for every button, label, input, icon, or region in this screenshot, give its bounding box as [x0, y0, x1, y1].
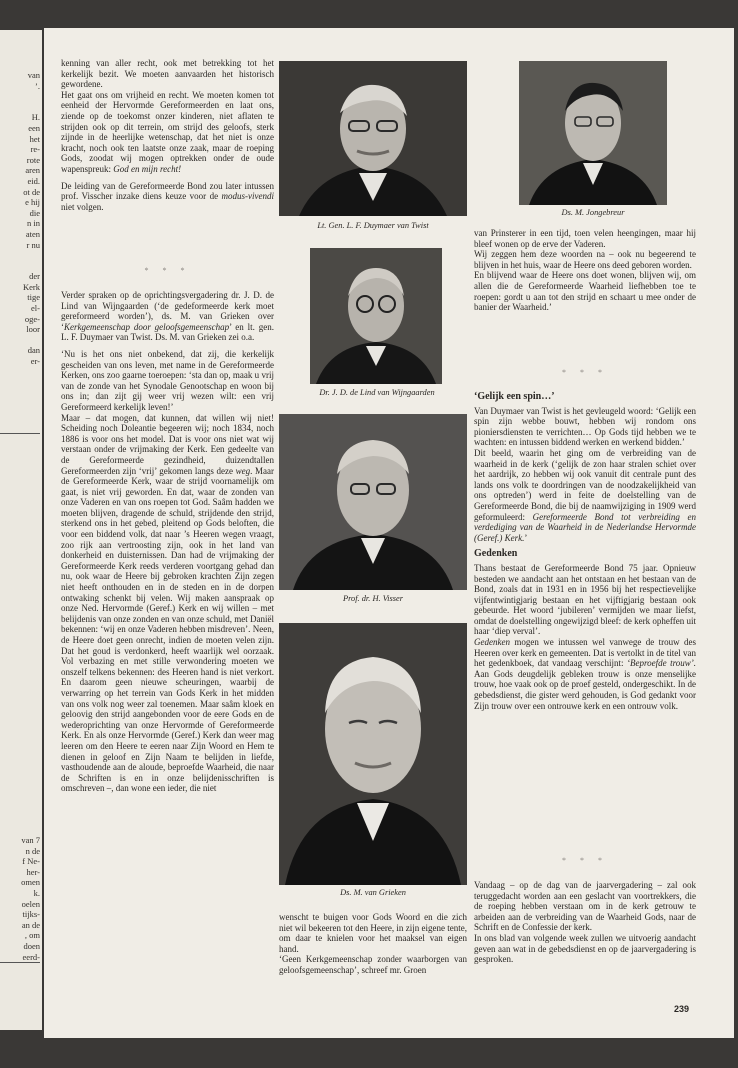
portrait-image	[279, 414, 467, 590]
fragment-line: Kerk	[23, 281, 40, 292]
paragraph: Het gaat ons om vrijheid en recht. We moeten komen tot eenheid der Hervormde Gereformeerden en laat ons, ziende op de toekomst onzer kinderen, niet aflaten te strijden ook op dit terrein, om strijd des geloofs, sterk zijnde in de heerlijke wetenschap, dat het niet is onze kracht, noch ook ten laatste onze zaak, maar de roeping Gods, zoodat wij mogen optrekken onder de oude wapenspreuk: God en mijn recht!	[61, 89, 274, 174]
fragment-line: er-	[30, 356, 40, 367]
fragment-line: doen	[23, 940, 40, 951]
fragment-line	[2, 335, 40, 346]
quote-paragraph: ‘Nu is het ons niet onbekend, dat zij, die kerkelijk gescheiden van ons leven, met name in de Gereformeerde Kerken, ons zoo gaarne toeroepen: ‘sta dan op, maak u vrij van de zonde van het Synodale Genootschap en woon bij ons in; dan zijt gij weer vrij wezen wilt: een vrij Gereformeerd kerkelijk leven!’	[61, 348, 274, 412]
paragraph: Verder spraken op de oprichtingsvergadering dr. J. D. de Lind van Wijngaarden (‘de gedeformeerde kerk moet gereformeerd worden’), ds. M. van Grieken over ‘Kerkgemeenschap door geloofsgemeenschap’ en lt. gen. L. F. Duymaer van Twist. Ds. M. van Grieken zei o.a.	[61, 290, 274, 343]
portrait-image	[279, 623, 467, 885]
article-column-3-section-spin	[474, 390, 696, 711]
portrait-photo-de-lind-van-wijngaarden	[310, 248, 442, 384]
photo-caption: Prof. dr. H. Visser	[342, 594, 404, 603]
portrait-image	[279, 61, 467, 216]
paragraph: Van Duymaer van Twist is het gevleugeld woord: ‘Gelijk een spin zijn webbe bouwt, hebben wij rondom ons pioniersdiensten te verrichten… Op Gods tijd hebben we te wachten: en intussen biddend werken en werkend bidden.’	[474, 405, 696, 448]
fragment-line: van 7	[21, 835, 40, 845]
paragraph: Vandaag – op de dag van de jaarvergadering – zal ook teruggedacht worden aan een geslacht van voortrekkers, die de roeping hebben verstaan om in de kerk getrouw te arbeiden aan de verbreiding van de Waarheid Gods, naar de Schrift en de Confessie der kerk.	[474, 880, 696, 933]
paragraph: De leiding van de Gereformeerde Bond zou later intussen prof. Visscher inzake diens keuze voor de modus-vivendi niet volgen.	[61, 180, 274, 212]
fragment-line	[2, 261, 40, 272]
fragment-line: her-	[26, 866, 40, 877]
fragment-line: eid.	[27, 175, 40, 186]
fragment-line: f Ne-	[22, 856, 40, 867]
fragment-line: ’.	[35, 80, 40, 91]
section-heading: ‘Gelijk een spin…’	[474, 391, 555, 402]
fragment-line: van	[27, 70, 40, 80]
fragment-line: n in	[27, 218, 40, 229]
previous-page-text-fragment-bottom	[2, 835, 40, 962]
paragraph: Gedenken mogen we intussen wel vanwege de trouw des Heeren over kerk en gemeenten. Dat is vertolkt in de titel van het gedenkboek, dat vandaag verschijnt: ‘Beproefde trouw’. Aan Gods deugdelijk gebleken trouw is onze menselijke trouw, hoe vaak ook op de proef gesteld, ondergeschikt. In de gebedsdienst, die gister werd gehouden, is God gedankt voor Zijn trouw over een ontrouwe kerk en een ontrouw volk.	[474, 637, 696, 711]
fragment-line: oge-	[24, 313, 40, 324]
fragment-line: oelen	[21, 898, 40, 909]
paragraph: Thans bestaat de Gereformeerde Bond 75 jaar. Opnieuw besteden we aandacht aan het ontstaan en het bestaan van de Bond, zoals dat in 1931 en in 1956 bij het respectievelijke vijfentwintigjarig bestaan en het vijftigjarig bestaan ook gebeurde. Het woord ‘jubileren’ vermijden we maar liefst, omdat de doelstelling ongewijzigd bleef: de kerk opheffen uit haar ‘diep verval’.	[474, 562, 696, 637]
article-column-1-continued	[61, 290, 274, 800]
previous-page-text-fragment-top	[2, 70, 40, 367]
paragraph: van Prinsterer in een tijd, toen velen heengingen, maar hij bleef wonen op de erve der Vaderen.	[474, 228, 696, 249]
fragment-line: n de	[25, 845, 40, 856]
article-column-3-closing	[474, 880, 696, 965]
quote-paragraph: Maar – dat mogen, dat kunnen, dat willen wij niet! Scheiding noch Doleantie begeeren wij; noch 1834, noch 1886 is voor ons het model. Dat is voor ons niet wat wij verstaan onder de vrijmaking der Kerk. Een gedeelte van de Gereformeerde gezindheid, duizendtallen Gereformeerden zijn ‘vrij’ gekomen langs deze weg. Maar de Gereformeerde Kerk, waar de strijd voornamelijk om gaat, is niet vrij geworden. En dat, waar de zonden van onze Vaderen en van ons roepen tot God. Saâm hadden we moeten blijven, dragende de schuld, strijdende den strijd, sterkend ons in het gebed, pleitend op Gods beloften, die voor een biddend volk, dat naar ’s Heeren wegen vraagt, zoo rijk aan vertroosting zijn, ook in het land van donkerheid en duisternissen. Dan had de vrijmaking der Gereformeerde Kerk reeds verderen voortgang gehad dan nu, ook waar de Heere bij gebroken krachten Zijn zegen niet heeft onthouden en in de steden en in de dorpen ontwaking schenkt bij velen. Wij maken aanspraak op onze Ned. Hervormde (Geref.) Kerk en wij willen – met belijdenis van onze zonden en van onze schuld, met Daniël bekennen: ‘wij en onze Vaderen hebben misdreven’. Neen, de Heere doet geen onrecht, indien de moeten velen zijn. Dat het goud is verdonkerd, heeft waarlijk wel oorzaak. Vol verbazing en met stille verwondering moeten we onszelf telkens bekennen: des Heeren hand is niet verkort. En daarom geen nieuwe scheuringen, waarbij de verwarring op het terrein van Gods Kerk in het midden van ons volk nog weer zal toenemen. Maar saâm kloek en geloovig den strijd aangebonden voor de eere Gods en de wederoprichting van onze Hervormde of Gereformeerde Kerk. En als onze Hervormde (Geref.) Kerk dan weer mag leeren om den Heere te eeren naar Zijn Woord en Hem te dienen in geloof en Zijn Naam te belijden in liefde, vasthoudende aan de aloude, beproefde Waarheid, die naar de Schriften is en in onze belijdenisschriften is omschreven –, dan wone een ieder, die niet	[61, 412, 274, 794]
fragment-line: , om	[24, 930, 40, 941]
divider-rule	[0, 433, 40, 434]
previous-page-edge	[0, 30, 42, 1030]
fragment-line	[2, 91, 40, 102]
article-column-1	[61, 58, 274, 218]
article-column-3	[474, 228, 696, 313]
fragment-line: een	[28, 122, 40, 133]
page-number: 239	[674, 1004, 690, 1014]
fragment-line: aren	[25, 165, 40, 176]
paragraph: ‘Geen Kerkgemeenschap zonder waarborgen van geloofsgemeenschap’, schreef mr. Groen	[279, 954, 467, 975]
portrait-photo-van-grieken	[279, 623, 467, 885]
fragment-line: ot de	[23, 186, 40, 197]
article-column-2-bottom	[279, 912, 467, 976]
paragraph: Dit beeld, waarin het ging om de verbreiding van de waarheid in de kerk (‘gelijk de zon haar stralen schiet over het aardrijk, zo hebben wij ook vanuit dit centrale punt des lands ons volk te doordringen van de noodzakelijkheid van ons optreden’) werd in feite de doelstelling van de Gereformeerde Bond, die bij de naamwijziging in 1909 werd geformuleerd: Gereformeerde Bond tot verbreiding en verdediging van de Waarheid in de Nederlandse Hervormde (Geref.) Kerk.’	[474, 447, 696, 543]
fragment-line: het	[29, 133, 40, 144]
fragment-line: tige	[27, 292, 40, 303]
section-separator: * * *	[562, 368, 608, 377]
fragment-line: r nu	[26, 239, 40, 250]
fragment-line	[2, 250, 40, 261]
fragment-line: an de	[21, 919, 40, 930]
paragraph: Wij zeggen hem deze woorden na – ook nu begeerend te blijven in het huis, waar de Heere ons deed geboren worden.	[474, 249, 696, 270]
fragment-line: loor	[26, 324, 40, 335]
fragment-line: el-	[31, 303, 40, 314]
fragment-line: k.	[33, 887, 40, 898]
portrait-photo-jongebreur	[519, 61, 667, 205]
divider-rule	[0, 962, 40, 963]
fragment-line: aten	[25, 228, 40, 239]
fragment-line: H.	[31, 112, 40, 123]
paragraph: wenscht te buigen voor Gods Woord en die zich niet wil bekeeren tot den Heere, in zijn eigene tente, om daar te knielen voor het maaksel van eigen hand.	[279, 912, 467, 954]
photo-caption: Dr. J. D. de Lind van Wijngaarden	[319, 388, 435, 397]
portrait-image	[310, 248, 442, 384]
portrait-photo-visser	[279, 414, 467, 590]
paragraph: In ons blad van volgende week zullen we uitvoerig aandacht geven aan wat in de gebedsdienst en op de jaarvergadering is gesproken.	[474, 932, 696, 965]
fragment-line	[2, 102, 40, 113]
fragment-line: die	[29, 207, 40, 218]
fragment-line: eerd-	[22, 951, 40, 962]
fragment-line: e hij	[25, 197, 40, 208]
fragment-line: rote	[26, 154, 40, 165]
fragment-line: der	[29, 271, 40, 282]
section-separator: * * *	[144, 266, 191, 275]
photo-caption: Ds. M. Jongebreur	[561, 208, 625, 217]
section-separator: * * *	[562, 856, 608, 865]
photo-caption: Ds. M. van Grieken	[340, 888, 406, 897]
fragment-line: tijks-	[22, 909, 40, 920]
magazine-page	[44, 28, 734, 1038]
photo-caption: Lt. Gen. L. F. Duymaer van Twist	[317, 221, 429, 230]
fragment-line: omen	[21, 877, 40, 888]
portrait-image	[519, 61, 667, 205]
fragment-line: dan	[27, 345, 40, 356]
portrait-photo-duymaer-van-twist	[279, 61, 467, 216]
paragraph: kenning van aller recht, ook met betrekking tot het kerkelijk bezit. We moeten aanvaarden het historisch gewordene.	[61, 58, 274, 90]
section-heading: Gedenken	[474, 548, 518, 560]
paragraph: En blijvend waar de Heere ons doet wonen, blijven wij, om allen die de Gereformeerde Waarheid liefhebben toe te roepen: gordt u aan tot den strijd en schaart u mee onder de banier der Waarheid.’	[474, 270, 696, 313]
fragment-line: re-	[30, 144, 40, 155]
